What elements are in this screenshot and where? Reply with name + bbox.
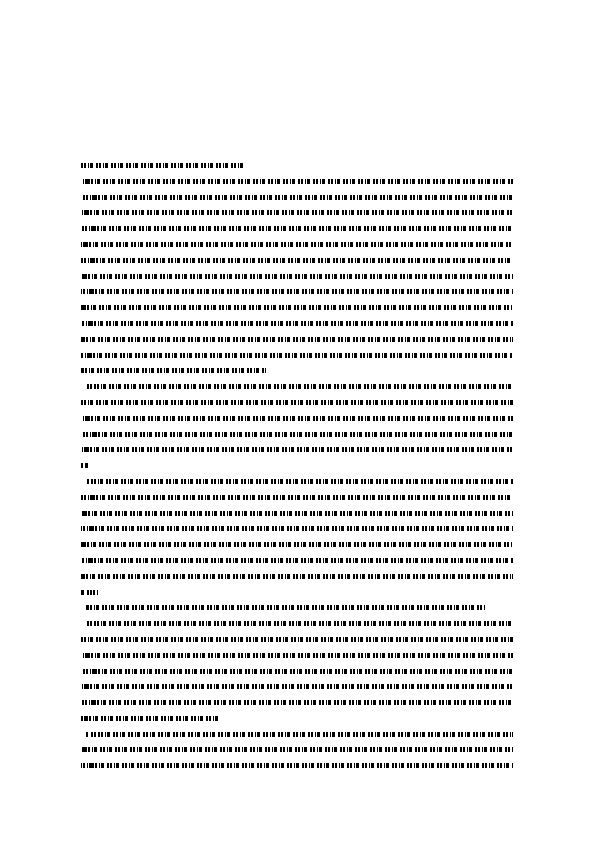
text-line bbox=[81, 648, 513, 664]
text-line bbox=[81, 458, 513, 474]
text-line-mark bbox=[81, 242, 513, 247]
text-line bbox=[81, 237, 513, 253]
text-line bbox=[81, 600, 513, 616]
text-line bbox=[81, 379, 513, 395]
text-line-mark bbox=[81, 432, 513, 437]
text-line-mark bbox=[81, 163, 246, 168]
text-line bbox=[81, 300, 513, 316]
text-line-mark bbox=[81, 669, 513, 674]
text-line bbox=[81, 363, 513, 379]
text-line-mark bbox=[81, 542, 513, 547]
text-line-mark bbox=[81, 274, 513, 279]
text-line-mark bbox=[81, 495, 513, 500]
text-line-mark bbox=[81, 416, 513, 421]
text-line bbox=[81, 348, 513, 364]
text-line bbox=[81, 284, 513, 300]
text-line-mark bbox=[81, 763, 513, 768]
text-line-mark bbox=[81, 526, 513, 531]
text-line bbox=[81, 221, 513, 237]
text-line-mark bbox=[81, 353, 513, 358]
text-line bbox=[81, 664, 513, 680]
text-line bbox=[81, 758, 513, 774]
text-line-mark bbox=[81, 747, 513, 752]
text-line-mark bbox=[81, 337, 513, 342]
text-line bbox=[81, 537, 513, 553]
text-line bbox=[81, 205, 513, 221]
text-line bbox=[81, 158, 513, 174]
text-line-mark bbox=[86, 621, 513, 626]
text-line-mark bbox=[81, 258, 513, 263]
text-line-mark bbox=[81, 574, 513, 579]
text-line-mark bbox=[81, 179, 513, 184]
text-line bbox=[81, 711, 513, 727]
text-line bbox=[81, 521, 513, 537]
text-line-mark bbox=[81, 684, 513, 689]
text-line bbox=[81, 442, 513, 458]
text-line-mark bbox=[81, 700, 513, 705]
text-line bbox=[81, 616, 513, 632]
text-line-mark bbox=[86, 479, 513, 484]
text-line bbox=[81, 490, 513, 506]
text-line-mark bbox=[81, 289, 513, 294]
text-line bbox=[81, 427, 513, 443]
text-line-mark bbox=[81, 400, 513, 405]
text-line bbox=[81, 316, 513, 332]
text-line-mark bbox=[81, 368, 266, 373]
text-line-mark bbox=[81, 321, 513, 326]
text-line-mark bbox=[81, 195, 513, 200]
text-line-mark bbox=[86, 732, 513, 737]
text-line-mark bbox=[81, 226, 513, 231]
text-line bbox=[81, 742, 513, 758]
text-line-mark bbox=[81, 447, 513, 452]
text-line-mark bbox=[81, 463, 89, 468]
text-line-mark bbox=[81, 637, 513, 642]
text-line bbox=[81, 727, 513, 743]
text-line bbox=[81, 695, 513, 711]
text-line bbox=[81, 474, 513, 490]
text-line bbox=[81, 174, 513, 190]
text-line bbox=[81, 269, 513, 285]
text-line bbox=[81, 395, 513, 411]
text-line-mark bbox=[81, 716, 221, 721]
text-line bbox=[81, 506, 513, 522]
text-line-mark bbox=[81, 653, 513, 658]
text-line bbox=[81, 411, 513, 427]
text-line bbox=[81, 253, 513, 269]
text-line-mark bbox=[81, 590, 99, 595]
text-line bbox=[81, 190, 513, 206]
text-line-mark bbox=[81, 511, 513, 516]
text-line bbox=[81, 332, 513, 348]
text-line-mark bbox=[86, 605, 486, 610]
text-line bbox=[81, 569, 513, 585]
text-line bbox=[81, 632, 513, 648]
text-line-mark bbox=[81, 210, 513, 215]
text-line-mark bbox=[81, 305, 513, 310]
text-line bbox=[81, 585, 513, 601]
text-line-mark bbox=[86, 384, 513, 389]
text-line bbox=[81, 679, 513, 695]
body-text bbox=[81, 158, 513, 774]
text-line bbox=[81, 553, 513, 569]
text-line-mark bbox=[81, 558, 513, 563]
